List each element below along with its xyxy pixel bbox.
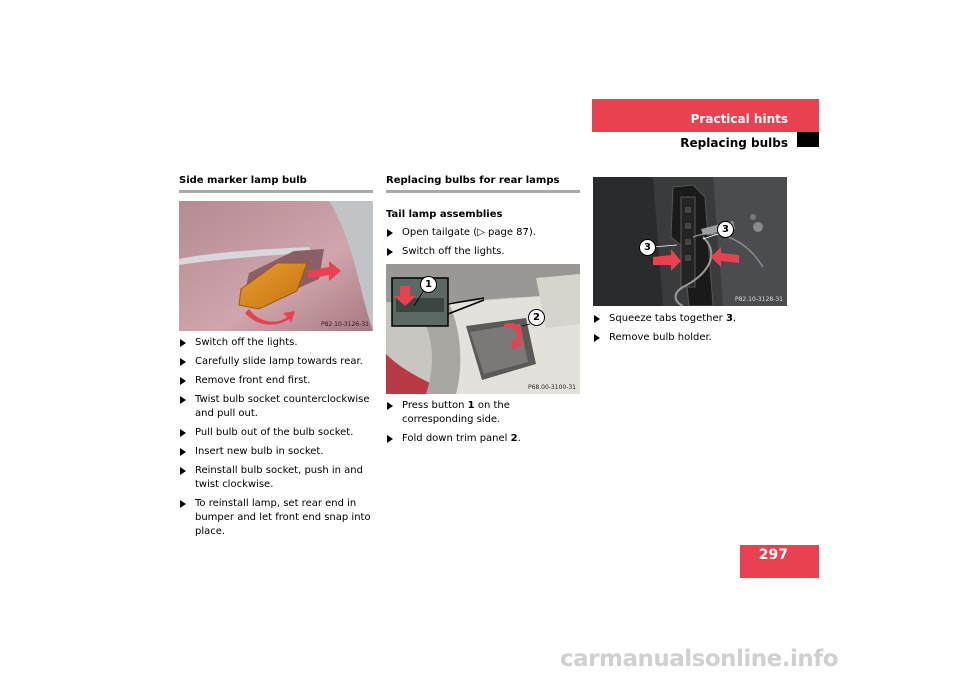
bullet-triangle-icon <box>387 229 393 237</box>
left-column <box>179 175 373 544</box>
list-item: To reinstall lamp, set rear end in bumper and let front end snap into place. <box>179 497 373 539</box>
figure-code: P68.00-3100-31 <box>527 384 576 391</box>
bulb-holder-figure <box>593 177 787 306</box>
right-steps-list <box>593 312 787 345</box>
list-item: Insert new bulb in socket. <box>179 445 373 459</box>
bullet-triangle-icon <box>180 358 186 366</box>
list-item: Press button 1 on the corresponding side. <box>386 399 580 427</box>
figure-code: P82.10-3128-31 <box>734 296 783 303</box>
bullet-triangle-icon <box>387 435 393 443</box>
side-marker-illustration <box>179 201 373 331</box>
side-marker-figure <box>179 201 373 331</box>
callout-1-badge: 1 <box>420 276 437 293</box>
list-item: Pull bulb out of the bulb socket. <box>179 426 373 440</box>
list-item: Open tailgate (▷ page 87). <box>386 226 580 240</box>
right-column <box>593 177 787 350</box>
list-item: Remove front end first. <box>179 374 373 388</box>
bullet-triangle-icon <box>180 467 186 475</box>
bullet-triangle-icon <box>180 396 186 404</box>
bullet-triangle-icon <box>180 448 186 456</box>
tail-lamp-figure <box>386 264 580 394</box>
bullet-triangle-icon <box>180 500 186 508</box>
bulb-holder-illustration <box>593 177 787 306</box>
page-number: 297 <box>758 547 788 563</box>
middle-steps-list <box>386 226 580 259</box>
list-item: Switch off the lights. <box>386 245 580 259</box>
list-item: Twist bulb socket counterclockwise and pull out. <box>179 393 373 421</box>
bullet-triangle-icon <box>180 377 186 385</box>
section-title: Practical hints <box>690 112 788 126</box>
middle-column <box>386 175 580 451</box>
middle-column-title: Replacing bulbs for rear lamps <box>386 175 580 193</box>
list-item: Reinstall bulb socket, push in and twist clockwise. <box>179 464 373 492</box>
bullet-triangle-icon <box>387 402 393 410</box>
header-marker <box>797 132 819 147</box>
middle-steps-list-2 <box>386 399 580 446</box>
subsection-title: Replacing bulbs <box>680 136 788 150</box>
left-column-title: Side marker lamp bulb <box>179 175 373 193</box>
callout-3a-badge: 3 <box>639 239 656 256</box>
bullet-triangle-icon <box>387 248 393 256</box>
bullet-triangle-icon <box>180 339 186 347</box>
middle-subtitle: Tail lamp assemblies <box>386 209 503 220</box>
left-steps-list <box>179 336 373 539</box>
page-reference-link[interactable]: ▷ page 87 <box>477 227 529 238</box>
callout-3b-badge: 3 <box>717 221 734 238</box>
list-item: Carefully slide lamp towards rear. <box>179 355 373 369</box>
list-item: Squeeze tabs together 3. <box>593 312 787 326</box>
bullet-triangle-icon <box>180 429 186 437</box>
callout-2-badge: 2 <box>528 309 545 326</box>
list-item: Remove bulb holder. <box>593 331 787 345</box>
list-item: Switch off the lights. <box>179 336 373 350</box>
bullet-triangle-icon <box>594 334 600 342</box>
watermark: carmanualsonline.info <box>560 646 839 672</box>
trunk-illustration <box>386 264 580 394</box>
list-item: Fold down trim panel 2. <box>386 432 580 446</box>
bullet-triangle-icon <box>594 315 600 323</box>
figure-code: P82.10-3126-31 <box>320 321 369 328</box>
